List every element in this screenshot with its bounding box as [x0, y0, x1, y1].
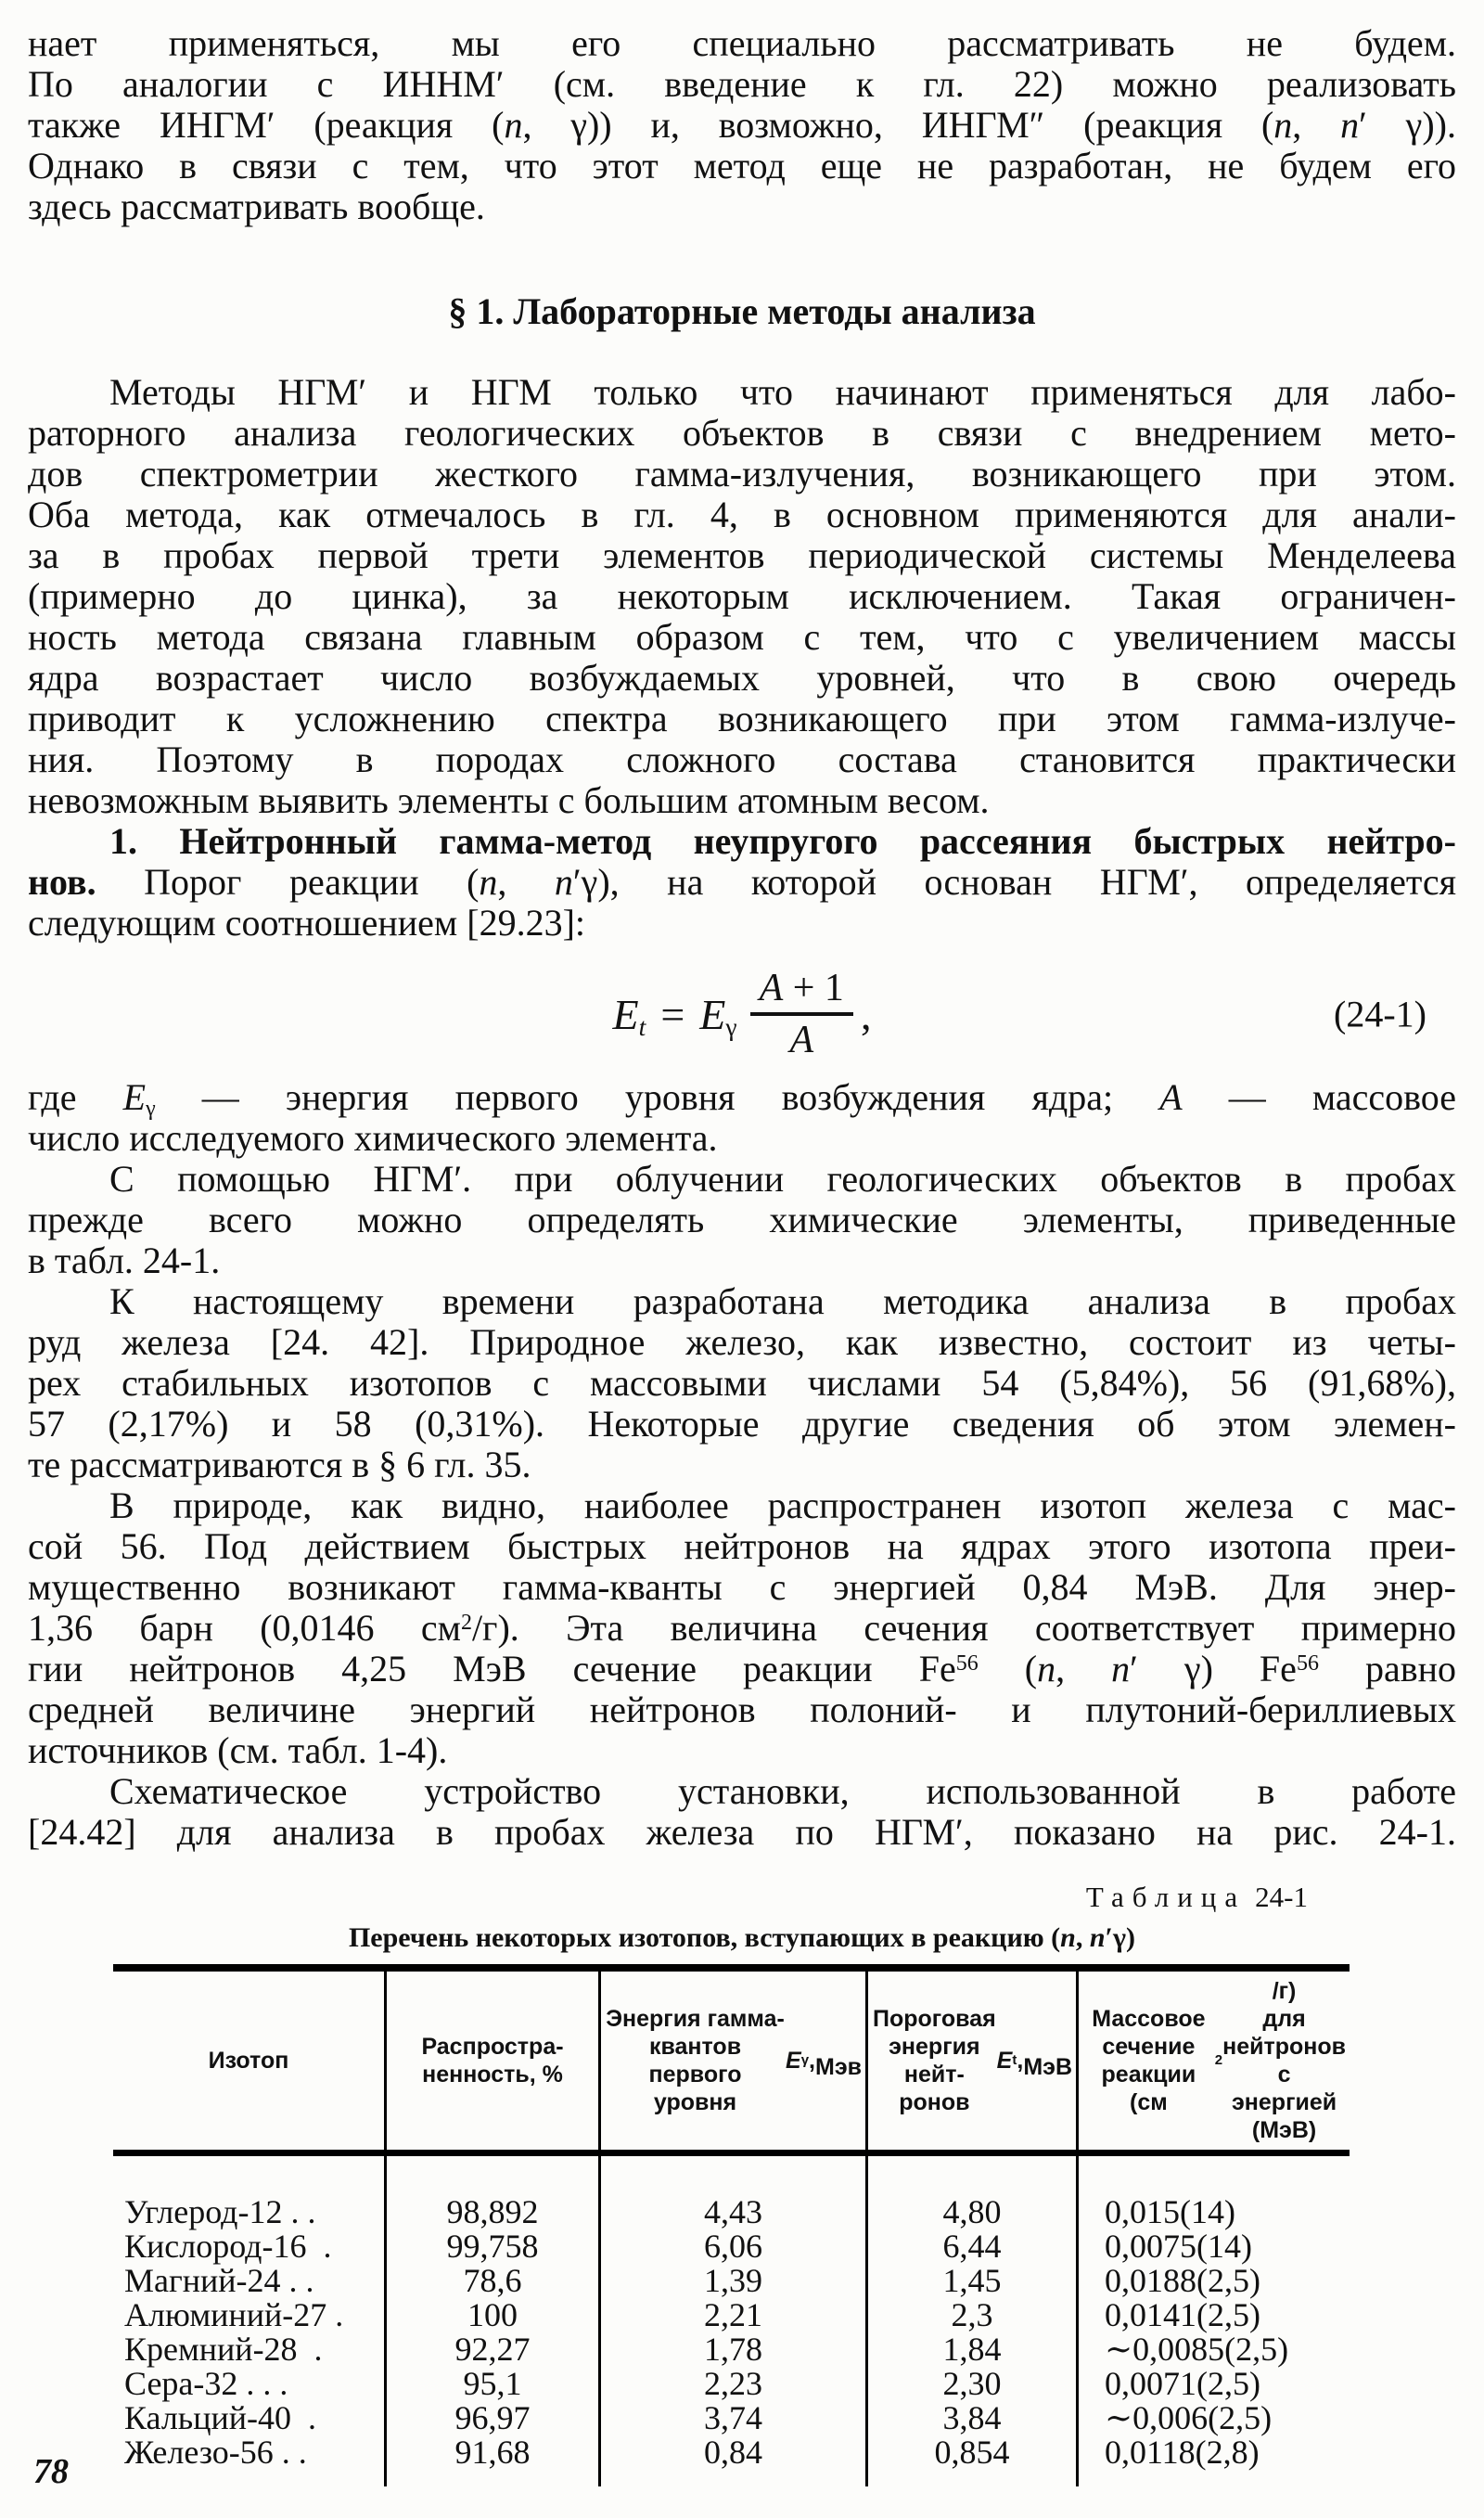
text-line: также ИНГМ′ (реакция (n, γ)) и, возможно, ИНГМ″ (реакция (n, n′ γ)). [28, 104, 1456, 146]
iron-isotopes-paragraph [28, 1281, 1456, 1485]
table-cell: ∼0,006(2,5) [1105, 2399, 1273, 2436]
text-line: По аналогии с ИННМ′ (см. введение к гл. 22) можно реализовать [28, 63, 1456, 105]
table-cell: 78,6 [463, 2262, 522, 2299]
text-line: ядра возрастает число возбуждаемых уровней, что в свою очередь [28, 657, 1456, 699]
table-cell: 0,0188(2,5) [1105, 2262, 1260, 2299]
text-line: (примерно до цинка), за некоторым исключением. Такая ограничен- [28, 575, 1456, 617]
table-header-cell: Распростра- ненность, % [387, 1972, 601, 2150]
table-header-cell: Массовое сечение реакции (см 2 /г) для нейтронов с энергией (МэВ) [1092, 1978, 1347, 2143]
table-cell: 0,0071(2,5) [1105, 2365, 1260, 2402]
text-line: средней величине энергий нейтронов полоний- и плутоний-бериллиевых [28, 1689, 1456, 1730]
table-cell: 98,892 [446, 2193, 539, 2230]
table-cell: 99,758 [446, 2228, 539, 2265]
text-line: следующим соотношением [29.23]: [28, 902, 585, 944]
table-cell: 1,45 [942, 2262, 1002, 2299]
table-cell: 100 [467, 2296, 518, 2333]
text-line: Однако в связи с тем, что этот метод еще не разработан, не будем его [28, 145, 1456, 186]
text-line: 1. Нейтронный гамма-метод неупругого рассеяния быстрых нейтро- [109, 820, 1456, 862]
text-line: К настоящему времени разработана методика анализа в пробах [109, 1280, 1456, 1322]
ngm-elements-paragraph [28, 1159, 1456, 1281]
text-line: руд железа [24. 42]. Природное железо, как известно, состоит из четы- [28, 1321, 1456, 1363]
table-cell: Алюминий-27 . [124, 2296, 344, 2333]
text-line: нает применяться, мы его специально рассматривать не будем. [28, 22, 1456, 64]
table-body [113, 2156, 1350, 2486]
text-line: мущественно возникают гамма-кванты с энергией 0,84 МэВ. Для энер- [28, 1566, 1456, 1608]
text-line: Методы НГМ′ и НГМ только что начинают применяться для лабо- [109, 371, 1456, 413]
table-cell: Магний-24 . . [124, 2262, 314, 2299]
table-column [113, 2156, 387, 2486]
where-paragraph [28, 1077, 1456, 1159]
table-column [1079, 2156, 1350, 2486]
table-cell: Железо-56 . . [124, 2434, 307, 2471]
text-line: 1,36 барн (0,0146 $см^2/г$). Эта величина сечения соответствует примерно [28, 1607, 1456, 1649]
table-cell: 6,44 [942, 2228, 1002, 2265]
text-line: число исследуемого химического элемента. [28, 1117, 718, 1159]
text-line: нов. Порог реакции (n, n′γ), на которой основан НГМ′, определяется [28, 861, 1457, 903]
text-line: дов спектрометрии жесткого гамма-излучения, возникающего при этом. [28, 453, 1456, 495]
table-column [601, 2156, 868, 2486]
text-line: приводит к усложнению спектра возникающего при этом гамма-излуче- [28, 698, 1456, 739]
section-heading: § 1. Лабораторные методы анализа [448, 290, 1036, 332]
equals-sign: = [660, 990, 685, 1038]
text-line: ния. Поэтому в породах сложного состава становится практически [28, 739, 1456, 780]
text-line: гии нейтронов 4,25 МэВ сечение реакции Fe$^{56}$ (n, n′ γ) Fe$^{56}$ равно [28, 1648, 1457, 1689]
table-label-word: Таблица [1085, 1881, 1247, 1913]
text-line: прежде всего можно определять химические элементы, приведенные [28, 1199, 1456, 1240]
text-line: где $E_\gamma$ — энергия первого уровня возбуждения ядра; A — массовое [28, 1076, 1457, 1121]
table-cell: 0,0075(14) [1105, 2228, 1252, 2265]
table-cell: 0,0118(2,8) [1105, 2434, 1260, 2471]
table-cell: 0,854 [934, 2434, 1010, 2471]
table-cell: 92,27 [454, 2331, 531, 2368]
text-line: раторного анализа геологических объектов в связи с внедрением мето- [28, 412, 1456, 454]
text-column [28, 23, 1456, 2486]
table-cell: 2,30 [942, 2365, 1002, 2402]
text-line: те рассматриваются в § 6 гл. 35. [28, 1444, 531, 1485]
table-cell: 0,0141(2,5) [1105, 2296, 1260, 2333]
iron-56-paragraph [28, 1485, 1456, 1771]
table-cell: 6,06 [704, 2228, 762, 2265]
table-header-cell: Энергия гамма- квантов первого уровня E γ , Мэв [601, 1972, 868, 2150]
text-line: [24.42] для анализа в пробах железа по НГМ′, показано на рис. 24-1. [28, 1811, 1456, 1853]
equation-24-1 [28, 951, 1456, 1077]
table-cell: Сера-32 . . . [124, 2365, 288, 2402]
table-header-cell: Изотоп [113, 1972, 387, 2150]
table-cell: 4,43 [704, 2193, 762, 2230]
table-cell: 1,39 [704, 2262, 762, 2299]
table-cell: Углерод-12 . . [124, 2193, 316, 2230]
fraction [750, 967, 853, 1061]
table-cell: ∼0,0085(2,5) [1105, 2331, 1289, 2368]
text-line: сой 56. Под действием быстрых нейтронов на ядрах этого изотопа преи- [28, 1525, 1456, 1567]
table-cell: 96,97 [454, 2399, 531, 2436]
table-cell: 3,74 [704, 2399, 762, 2436]
table-cell: 95,1 [463, 2365, 522, 2402]
table-cell: 4,80 [942, 2193, 1002, 2230]
text-line: в табл. 24-1. [28, 1240, 221, 1281]
text-line: здесь рассматривать вообще. [28, 186, 485, 227]
table-24-1 [113, 1964, 1350, 2486]
equation-body [613, 967, 872, 1061]
table-column [387, 2156, 601, 2486]
setup-paragraph [28, 1771, 1456, 1853]
page-number: 78 [33, 2452, 69, 2491]
table-cell: Кремний-28 . [124, 2331, 323, 2368]
text-line: С помощью НГМ′. при облучении геологических объектов в пробах [109, 1158, 1456, 1200]
text-line: Схематическое устройство установки, использованной в работе [109, 1770, 1456, 1812]
table-cell: 2,21 [704, 2296, 762, 2333]
table-cell: Кислород-16 . [124, 2228, 332, 2265]
table-label-number: 24-1 [1255, 1881, 1308, 1913]
table-title: Перечень некоторых изотопов, вступающих в реакцию (n, n′γ) [348, 1922, 1136, 1953]
table-header-row [113, 1972, 1350, 2156]
text-line: В природе, как видно, наиболее распространен изотоп железа с мас- [109, 1484, 1456, 1526]
equation-lhs: $E_t$ [612, 990, 646, 1041]
equation-coefficient: $E_\gamma$ [699, 990, 737, 1041]
neutron-gamma-paragraph [28, 821, 1456, 944]
table-cell: 1,84 [942, 2331, 1002, 2368]
equation-comma: , [860, 990, 872, 1038]
equation-number: (24-1) [1334, 993, 1426, 1035]
table-cell: 91,68 [454, 2434, 531, 2471]
continuation-paragraph [28, 23, 1456, 227]
table-header-cell: Пороговая энергия нейт- ронов E t , МэВ [868, 1972, 1079, 2150]
text-line: источников (см. табл. 1-4). [28, 1729, 448, 1771]
text-line: ность метода связана главным образом с тем, что с увеличением массы [28, 616, 1456, 658]
text-line: 57 (2,17%) и 58 (0,31%). Некоторые другие сведения об этом элемен- [28, 1403, 1456, 1445]
table-cell: 2,23 [704, 2365, 762, 2402]
table-cell: 2,3 [951, 2296, 993, 2333]
methods-paragraph [28, 372, 1456, 821]
table-column [868, 2156, 1079, 2486]
fraction-denominator: A [789, 1019, 814, 1061]
text-line: Оба метода, как отмечалось в гл. 4, в основном применяются для анали- [28, 494, 1456, 535]
table-cell: 0,015(14) [1105, 2193, 1235, 2230]
text-line: рех стабильных изотопов с массовыми числами 54 (5,84%), 56 (91,68%), [28, 1362, 1456, 1404]
table-cell: 3,84 [942, 2399, 1002, 2436]
text-line: за в пробах первой трети элементов периодической системы Менделеева [28, 534, 1456, 576]
table-cell: Кальций-40 . [124, 2399, 316, 2436]
table-cell: 0,84 [704, 2434, 762, 2471]
table-label [28, 1881, 1456, 1914]
text-line: невозможным выявить элементы с большим атомным весом. [28, 779, 990, 821]
fraction-numerator: A + 1 [750, 967, 853, 1016]
table-cell: 1,78 [704, 2331, 762, 2368]
